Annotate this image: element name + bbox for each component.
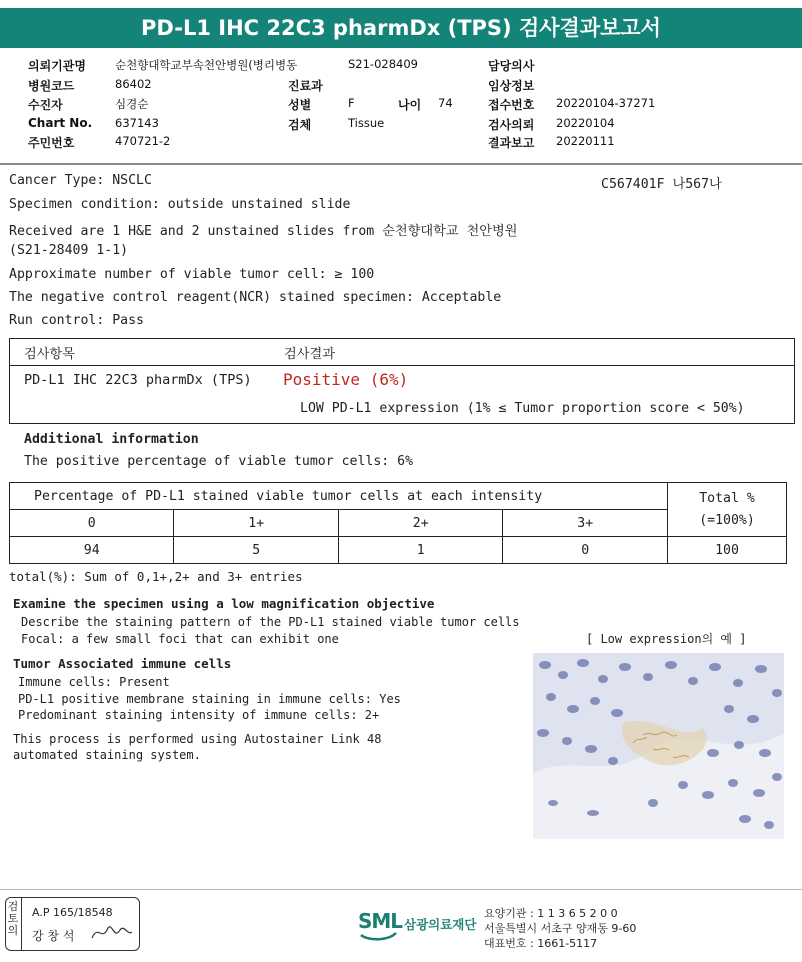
report-title: PD-L1 IHC 22C3 pharmDx (TPS) 검사결과보고서 (0, 8, 802, 48)
label-accession-no: 접수번호 (488, 98, 535, 112)
value-requesting-institution: 순천향대학교부속천안병원(병리병동 (115, 58, 298, 72)
received-slides: Received are 1 H&E and 2 unstained slides from 순천향대학교 천안병원 (9, 224, 518, 239)
intensity-total: 100 (668, 537, 787, 564)
intensity-caption: Percentage of PD-L1 stained viable tumor cells at each intensity (10, 483, 668, 510)
intensity-value-0: 94 (10, 537, 174, 564)
intensity-header-1: 1+ (174, 510, 338, 537)
label-patient: 수진자 (28, 98, 63, 112)
label-sex: 성별 (288, 98, 312, 112)
additional-heading: Additional information (24, 432, 199, 447)
label-request-date: 검사의뢰 (488, 118, 535, 132)
label-hospital-code: 병원코드 (28, 79, 75, 93)
result-table-divider (9, 365, 795, 366)
value-patient: 심경순 (115, 97, 149, 111)
signature-icon (90, 920, 134, 944)
logo-text: SML (358, 909, 403, 933)
value-specimen: Tissue (348, 116, 385, 130)
process-line-1: This process is performed using Autostainer Link 48 (13, 732, 382, 746)
org-name: 삼광의료재단 (404, 917, 477, 932)
slide-id: (S21-28409 1-1) (9, 243, 129, 258)
label-requesting-institution: 의뢰기관명 (28, 59, 86, 73)
value-chart-no: 637143 (115, 116, 159, 130)
label-resident-no: 주민번호 (28, 136, 75, 150)
total-header-cell (668, 483, 787, 537)
immune-line-3: Predominant staining intensity of immune cells: 2+ (18, 708, 380, 722)
stamp-label: 검토의 (7, 900, 19, 937)
immune-line-2: PD-L1 positive membrane staining in immune cells: Yes (18, 692, 401, 706)
label-specimen: 검체 (288, 118, 312, 132)
value-sex: F (348, 96, 355, 110)
test-result: Positive (6%) (283, 370, 409, 389)
label-clinical-info: 임상정보 (488, 79, 535, 93)
label-doctor: 담당의사 (488, 59, 535, 73)
pathologist-id: A.P 165/18548 (32, 906, 113, 919)
examine-line-2: Focal: a few small foci that can exhibit one (21, 632, 339, 646)
total-header: Total % (699, 490, 755, 506)
cancer-type: Cancer Type: NSCLC (9, 173, 152, 188)
intensity-value-1: 5 (174, 537, 338, 564)
sml-logo (358, 907, 403, 941)
label-department: 진료과 (288, 79, 323, 93)
immune-heading: Tumor Associated immune cells (13, 656, 232, 671)
value-ward: S21-028409 (348, 57, 418, 71)
result-col-item: 검사항목 (24, 347, 75, 362)
label-report-date: 결과보고 (488, 136, 535, 150)
immune-line-1: Immune cells: Present (18, 675, 170, 689)
micrograph-svg (533, 653, 784, 839)
address: 서울특별시 서초구 양재동 9-60 (484, 922, 637, 935)
value-hospital-code: 86402 (115, 77, 152, 91)
process-line-2: automated staining system. (13, 748, 201, 762)
viable-tumor-cells: Approximate number of viable tumor cell: ≥ 100 (9, 267, 375, 282)
specimen-condition: Specimen condition: outside unstained slide (9, 197, 351, 212)
specimen-code: C567401F 나567나 (601, 177, 722, 192)
label-age: 나이 (398, 98, 422, 112)
pathologist-name: 강 창 석 (32, 929, 75, 943)
result-col-result: 검사결과 (284, 347, 335, 362)
value-report-date: 20220111 (556, 134, 615, 148)
value-accession-no: 20220104-37271 (556, 96, 656, 110)
image-caption: [ Low expression의 예 ] (586, 632, 747, 646)
ihc-micrograph-image (533, 653, 784, 839)
footer-divider (0, 889, 802, 890)
run-control: Run control: Pass (9, 313, 144, 328)
institution-no: 요양기관 : 1 1 3 6 5 2 0 0 (484, 907, 618, 920)
examine-line-1: Describe the staining pattern of the PD-L1 stained viable tumor cells (21, 615, 520, 629)
phone: 대표번호 : 1661-5117 (484, 937, 598, 950)
intensity-value-3: 0 (503, 537, 668, 564)
intensity-header-3: 3+ (503, 510, 668, 537)
examine-heading: Examine the specimen using a low magnification objective (13, 596, 435, 611)
stamp-divider (21, 897, 22, 951)
header-divider (0, 163, 802, 165)
additional-text: The positive percentage of viable tumor cells: 6% (24, 454, 414, 469)
intensity-header-2: 2+ (338, 510, 502, 537)
intensity-footnote: total(%): Sum of 0,1+,2+ and 3+ entries (9, 569, 303, 584)
test-name: PD-L1 IHC 22C3 pharmDx (TPS) (24, 372, 252, 388)
value-age: 74 (438, 96, 453, 110)
intensity-value-2: 1 (338, 537, 502, 564)
value-request-date: 20220104 (556, 116, 615, 130)
intensity-header-0: 0 (10, 510, 174, 537)
value-resident-no: 470721-2 (115, 134, 171, 148)
test-interpretation: LOW PD-L1 expression (1% ≤ Tumor proportion score < 50%) (300, 401, 745, 416)
total-subheader: (=100%) (699, 512, 755, 528)
ncr-status: The negative control reagent(NCR) stained specimen: Acceptable (9, 290, 502, 305)
label-chart-no: Chart No. (28, 116, 93, 130)
intensity-table (9, 482, 787, 564)
